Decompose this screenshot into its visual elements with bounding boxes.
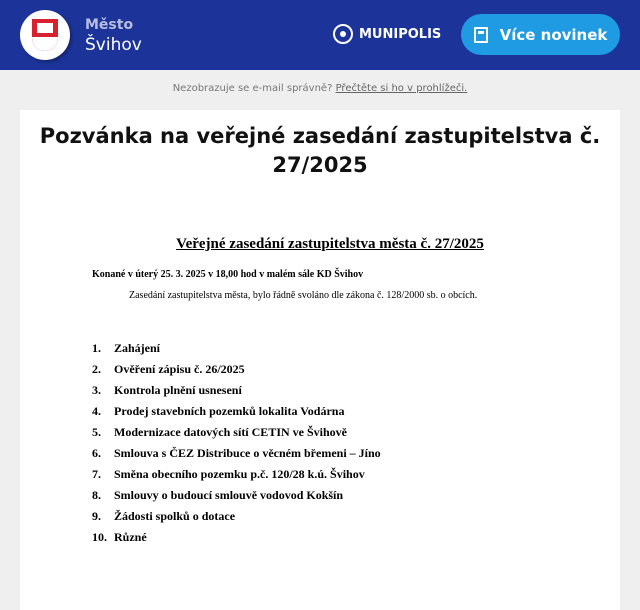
agenda-number: 8. (92, 488, 101, 502)
agenda-number: 4. (92, 404, 101, 418)
document-image (20, 236, 620, 551)
city-name (85, 15, 142, 55)
agenda-item (92, 383, 620, 404)
agenda-item (92, 404, 620, 425)
view-in-browser-link[interactable]: Přečtěte si ho v prohlížeči. (335, 83, 468, 94)
agenda-number: 7. (92, 467, 101, 481)
coat-of-arms-icon (32, 19, 58, 51)
agenda-number: 3. (92, 383, 101, 397)
broadcast-icon (333, 24, 353, 44)
agenda-text: Modernizace datových sítí CETIN ve Švihově (114, 425, 347, 439)
agenda-item (92, 446, 620, 467)
more-news-label: Více novinek (499, 25, 608, 44)
agenda-number: 1. (92, 341, 101, 355)
agenda-text: Kontrola plnění usnesení (114, 383, 242, 397)
agenda-item (92, 341, 620, 362)
agenda-list (92, 341, 620, 551)
view-in-browser-notice (0, 70, 640, 110)
agenda-item (92, 362, 620, 383)
legal-note: Zasedání zastupitelstva města, bylo řádně svoláno dle zákona č. 128/2000 sb. o obcích. (129, 290, 478, 301)
city-logo[interactable] (20, 10, 70, 60)
agenda-text: Ověření zápisu č. 26/2025 (114, 362, 245, 376)
agenda-text: Různé (114, 530, 147, 544)
brand-label: MUNIPOLIS (359, 26, 442, 42)
agenda-text: Smlouva s ČEZ Distribuce o věcném břemeni – Jíno (114, 446, 381, 460)
munipolis-logo[interactable] (333, 24, 441, 44)
agenda-text: Směna obecního pozemku p.č. 120/28 k.ú. Švihov (114, 467, 365, 481)
meeting-details: Konané v úterý 25. 3. 2025 v 18,00 hod v malém sále KD Švihov (92, 269, 364, 280)
agenda-number: 2. (92, 362, 101, 376)
notice-text: Nezobrazuje se e-mail správně? (172, 83, 333, 94)
agenda-text: Žádosti spolků o dotace (114, 509, 236, 523)
doc-heading: Veřejné zasedání zastupitelstva města č. 27/2025 (176, 236, 484, 252)
agenda-text: Prodej stavebních pozemků lokalita Vodárna (114, 404, 345, 418)
agenda-number: 6. (92, 446, 101, 460)
agenda-number: 9. (92, 509, 101, 523)
agenda-text: Smlouvy o budoucí smlouvě vodovod Kokšín (114, 488, 344, 502)
agenda-number: 5. (92, 425, 101, 439)
article-title: Pozvánka na veřejné zasedání zastupitelstva č. 27/2025 (39, 124, 601, 177)
city-line1: Město (85, 17, 134, 33)
agenda-item (92, 509, 620, 530)
agenda-item (92, 425, 620, 446)
agenda-text: Zahájení (114, 341, 161, 355)
agenda-item (92, 467, 620, 488)
city-line2: Švihov (85, 35, 142, 55)
article-card (20, 110, 620, 610)
agenda-number: 10. (92, 530, 107, 544)
news-icon (474, 27, 488, 43)
agenda-item (92, 488, 620, 509)
agenda-item (92, 530, 620, 551)
more-news-button[interactable] (461, 14, 620, 55)
header (0, 0, 640, 70)
